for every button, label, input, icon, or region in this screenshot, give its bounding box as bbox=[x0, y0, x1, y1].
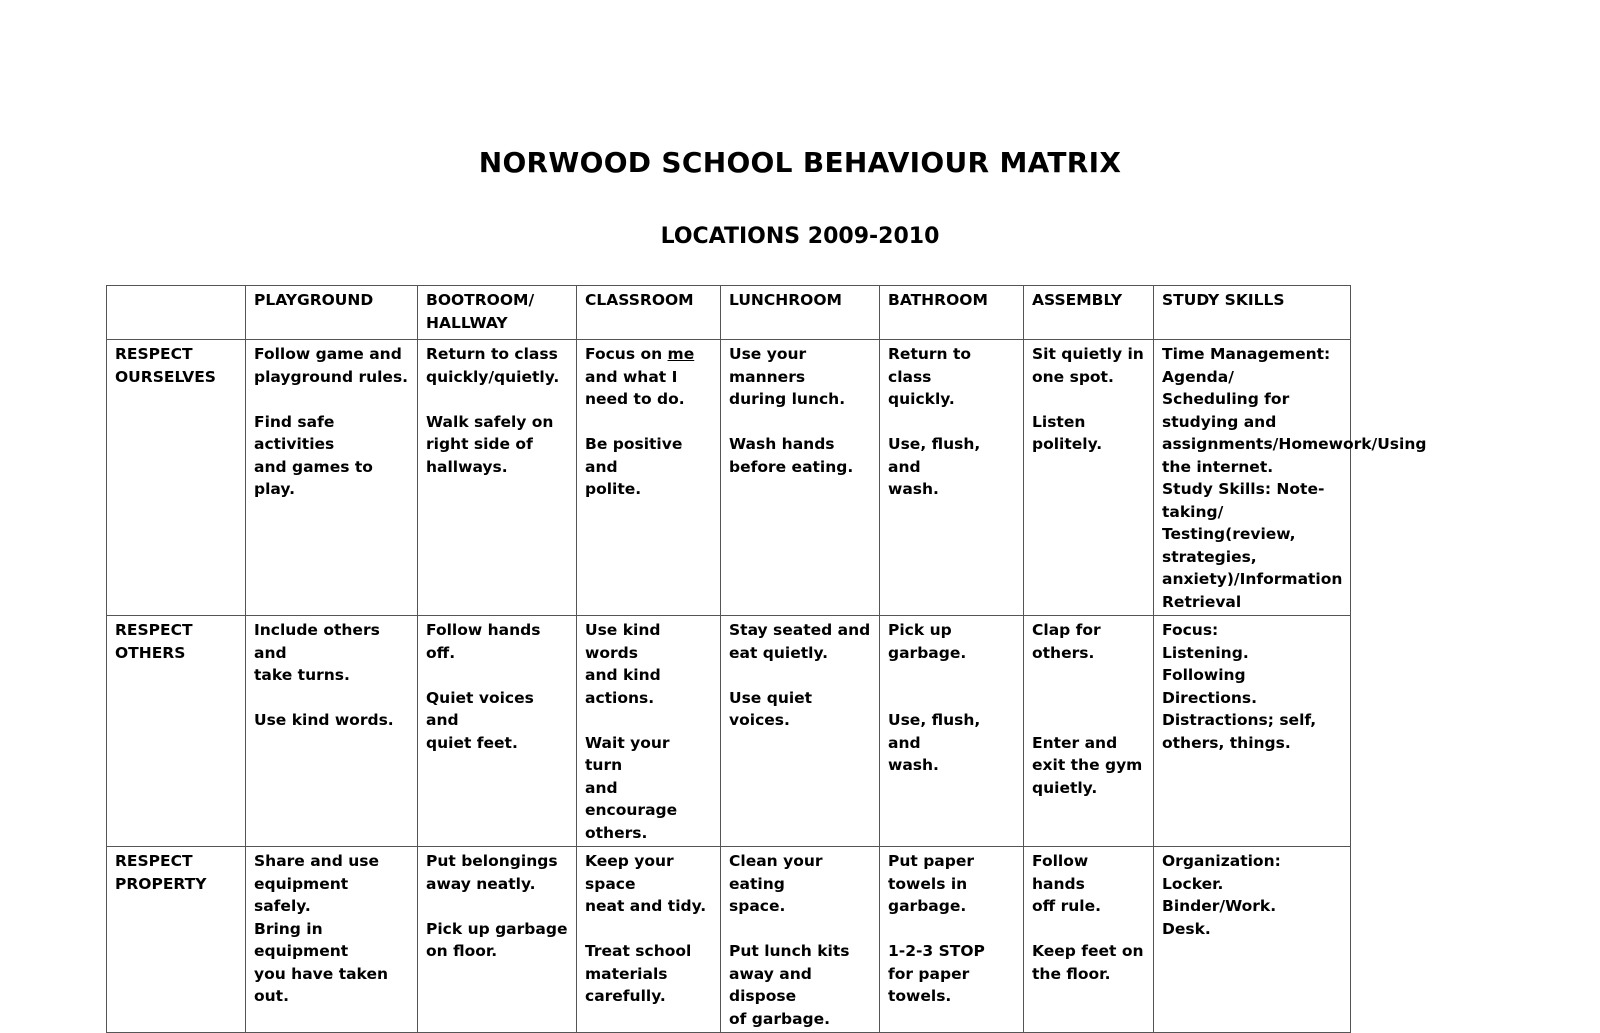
cell-text-line: Clean your eating bbox=[729, 852, 823, 893]
cell-text-line: Use kind words. bbox=[254, 711, 394, 729]
cell-text-line: towels. bbox=[888, 987, 952, 1005]
cell-text-line: Testing(review, strategies, bbox=[1162, 525, 1296, 566]
cell-text-line: Time Management: Agenda/ bbox=[1162, 345, 1331, 386]
cell-text-line: quickly/quietly. bbox=[426, 367, 560, 386]
cell-text-line: Use, flush, and bbox=[888, 711, 981, 752]
cell-text-line: the internet. bbox=[1162, 457, 1274, 476]
corner-cell bbox=[107, 286, 246, 340]
cell-text-line: Include others and bbox=[254, 621, 380, 662]
cell-text-line: Find safe activities bbox=[254, 412, 335, 453]
cell-text-line: Put paper bbox=[888, 852, 975, 870]
cell-text-line: Desk. bbox=[1162, 919, 1211, 938]
cell-text-line: Be positive and bbox=[585, 435, 683, 476]
cell-text-line: Wash hands bbox=[729, 435, 835, 453]
column-header-study-skills: STUDY SKILLS bbox=[1154, 286, 1351, 340]
cell-text-line bbox=[729, 411, 871, 434]
cell-text-line: quietly. bbox=[1032, 778, 1098, 797]
cell-text-line: off rule. bbox=[1032, 897, 1101, 915]
cell-text-line: 1-2-3 STOP bbox=[888, 942, 985, 960]
cell-text-line: Walk safely on bbox=[426, 412, 554, 431]
matrix-cell bbox=[721, 616, 880, 847]
matrix-cell bbox=[418, 340, 577, 616]
cell-text-line bbox=[729, 664, 871, 687]
cell-text-line: Follow hands off. bbox=[426, 621, 541, 662]
cell-text-line: Return to class bbox=[888, 345, 972, 386]
cell-text-line bbox=[1032, 709, 1145, 732]
cell-text-line: Stay seated and bbox=[729, 621, 871, 639]
cell-text-line bbox=[888, 411, 1015, 434]
cell-text-line: garbage. bbox=[888, 643, 967, 662]
cell-text-line: right side of bbox=[426, 435, 533, 453]
cell-text-line: Pick up bbox=[888, 621, 952, 639]
cell-text-line: Listen bbox=[1032, 412, 1086, 431]
page-title: NORWOOD SCHOOL BEHAVIOUR MATRIX bbox=[478, 146, 1122, 179]
matrix-cell bbox=[418, 616, 577, 847]
cell-text-line bbox=[1032, 918, 1145, 941]
cell-text-line: Use, flush, and bbox=[888, 435, 981, 476]
cell-text-line: and games to play. bbox=[254, 457, 373, 498]
cell-text-line bbox=[254, 687, 409, 710]
cell-text-line: Keep your space bbox=[585, 852, 674, 893]
cell-text-line: Wait your turn bbox=[585, 733, 670, 774]
cell-text-line: neat and tidy. bbox=[585, 897, 707, 915]
matrix-cell bbox=[577, 616, 721, 847]
matrix-cell bbox=[246, 616, 418, 847]
matrix-cell bbox=[1024, 340, 1154, 616]
column-header-lunchroom: LUNCHROOM bbox=[721, 286, 880, 340]
header-row bbox=[107, 286, 1351, 340]
matrix-cell bbox=[1154, 340, 1427, 616]
cell-text-line: exit the gym bbox=[1032, 756, 1143, 774]
cell-text-line: before eating. bbox=[729, 457, 854, 476]
cell-text-line: and what I bbox=[585, 367, 678, 386]
cell-text-line bbox=[1032, 664, 1145, 687]
cell-text-line bbox=[888, 918, 1015, 941]
row-header-respect-property: RESPECT PROPERTY bbox=[107, 847, 246, 1033]
cell-text-line: and encourage bbox=[585, 778, 678, 819]
matrix-cell bbox=[721, 340, 880, 616]
column-header-bootroom-hallway: BOOTROOM/ HALLWAY bbox=[418, 286, 577, 340]
cell-text-line bbox=[254, 388, 409, 411]
cell-text-line: away neatly. bbox=[426, 874, 536, 893]
cell-text-line: Focus: bbox=[1162, 621, 1219, 639]
cell-text-line: Bring in equipment bbox=[254, 919, 349, 960]
cell-text-line: quickly. bbox=[888, 390, 955, 408]
matrix-cell bbox=[577, 847, 721, 1033]
cell-text-line: and kind bbox=[585, 666, 661, 684]
cell-text-line: Quiet voices and bbox=[426, 688, 534, 729]
cell-text-line: Sit quietly in bbox=[1032, 345, 1144, 363]
column-header-assembly: ASSEMBLY bbox=[1024, 286, 1154, 340]
row-header-respect-ourselves: RESPECT OURSELVES bbox=[107, 340, 246, 616]
cell-text-line: eat quietly. bbox=[729, 643, 829, 662]
row-header-respect-others: RESPECT OTHERS bbox=[107, 616, 246, 847]
cell-text-line: one spot. bbox=[1032, 367, 1114, 386]
cell-text-line: you have taken out. bbox=[254, 964, 388, 1005]
cell-text-line: away and dispose bbox=[729, 964, 812, 1005]
table-row bbox=[107, 616, 1351, 847]
cell-text-line: space. bbox=[729, 897, 786, 915]
behaviour-matrix-table bbox=[106, 285, 1427, 1033]
cell-text-line: Enter and bbox=[1032, 733, 1118, 752]
cell-text-line: anxiety)/Information bbox=[1162, 570, 1343, 588]
cell-text-line: Retrieval bbox=[1162, 592, 1242, 611]
matrix-cell bbox=[1154, 847, 1351, 1033]
cell-text-line: actions. bbox=[585, 688, 655, 707]
cell-text-line: Study Skills: Note-taking/ bbox=[1162, 480, 1325, 521]
cell-text-line: carefully. bbox=[585, 987, 666, 1005]
cell-text-line bbox=[1032, 388, 1145, 411]
cell-text-line: others. bbox=[585, 823, 648, 842]
matrix-cell bbox=[880, 616, 1024, 847]
cell-text-line: during lunch. bbox=[729, 390, 846, 408]
cell-text-line: others. bbox=[1032, 643, 1095, 662]
cell-text-line: take turns. bbox=[254, 666, 350, 684]
cell-text-line: quiet feet. bbox=[426, 733, 518, 752]
cell-text-line bbox=[729, 918, 871, 941]
cell-text-line: garbage. bbox=[888, 897, 967, 915]
matrix-cell bbox=[418, 847, 577, 1033]
cell-text-line bbox=[888, 687, 1015, 710]
column-header-classroom: CLASSROOM bbox=[577, 286, 721, 340]
cell-text-line: Put belongings bbox=[426, 852, 558, 870]
table-row bbox=[107, 340, 1351, 616]
matrix-cell bbox=[1024, 847, 1154, 1033]
cell-text-line bbox=[426, 895, 568, 918]
cell-text-line: for paper bbox=[888, 964, 970, 983]
cell-text-line: Focus on me bbox=[585, 345, 695, 363]
matrix-cell bbox=[880, 340, 1024, 616]
table-row bbox=[107, 847, 1351, 1033]
page-subtitle: LOCATIONS 2009-2010 bbox=[660, 224, 940, 249]
cell-text-line: Listening. bbox=[1162, 643, 1249, 662]
cell-text-line: wash. bbox=[888, 756, 939, 774]
cell-text-line: Use kind words bbox=[585, 621, 661, 662]
column-header-bathroom: BATHROOM bbox=[880, 286, 1024, 340]
cell-text-line: Put lunch kits bbox=[729, 942, 850, 960]
cell-text-line: politely. bbox=[1032, 435, 1103, 453]
cell-text-line: Use your manners bbox=[729, 345, 807, 386]
cell-text-line: polite. bbox=[585, 480, 642, 498]
cell-text-line: others, things. bbox=[1162, 733, 1291, 752]
matrix-cell bbox=[246, 340, 418, 616]
cell-text-line bbox=[426, 664, 568, 687]
cell-text-line: playground rules. bbox=[254, 367, 409, 386]
cell-text-line: towels in bbox=[888, 874, 968, 893]
matrix-cell bbox=[246, 847, 418, 1033]
cell-text-line: hallways. bbox=[426, 457, 508, 476]
matrix-cell bbox=[880, 847, 1024, 1033]
matrix-cell bbox=[1024, 616, 1154, 847]
cell-text-line: need to do. bbox=[585, 390, 685, 408]
cell-text-line: Clap for bbox=[1032, 621, 1101, 639]
cell-text-line: Distractions; self, bbox=[1162, 711, 1317, 729]
cell-text-line: Scheduling for studying and bbox=[1162, 390, 1290, 431]
column-header-playground: PLAYGROUND bbox=[246, 286, 418, 340]
cell-text-line bbox=[426, 388, 568, 411]
cell-text-line: equipment safely. bbox=[254, 874, 349, 915]
cell-text-line: Treat school bbox=[585, 942, 692, 960]
cell-text-line: Binder/Work. bbox=[1162, 897, 1277, 915]
cell-text-line bbox=[585, 411, 712, 434]
cell-text-line: Locker. bbox=[1162, 874, 1224, 893]
cell-text-line: assignments/Homework/Using bbox=[1162, 435, 1427, 453]
cell-text-line bbox=[585, 918, 712, 941]
cell-text-line: Keep feet on bbox=[1032, 942, 1144, 960]
cell-text-line: Use quiet voices. bbox=[729, 688, 813, 729]
matrix-cell bbox=[721, 847, 880, 1033]
cell-text-line: Following Directions. bbox=[1162, 666, 1258, 707]
cell-text-line: Organization: bbox=[1162, 852, 1281, 870]
cell-text-line: wash. bbox=[888, 480, 939, 498]
cell-text-line: Return to class bbox=[426, 345, 558, 363]
cell-text-line: of garbage. bbox=[729, 1009, 831, 1028]
cell-text-line: Follow hands bbox=[1032, 852, 1089, 893]
cell-text-line: Pick up garbage bbox=[426, 919, 568, 938]
cell-text-line: Follow game and bbox=[254, 345, 402, 363]
cell-text-line bbox=[888, 664, 1015, 687]
cell-text-line: Share and use bbox=[254, 852, 379, 870]
cell-text-line: on floor. bbox=[426, 942, 498, 960]
cell-text-line: the floor. bbox=[1032, 964, 1111, 983]
cell-text-line: materials bbox=[585, 964, 668, 983]
cell-text-line bbox=[1032, 687, 1145, 710]
matrix-cell bbox=[577, 340, 721, 616]
matrix-cell bbox=[1154, 616, 1351, 847]
cell-text-line bbox=[585, 709, 712, 732]
